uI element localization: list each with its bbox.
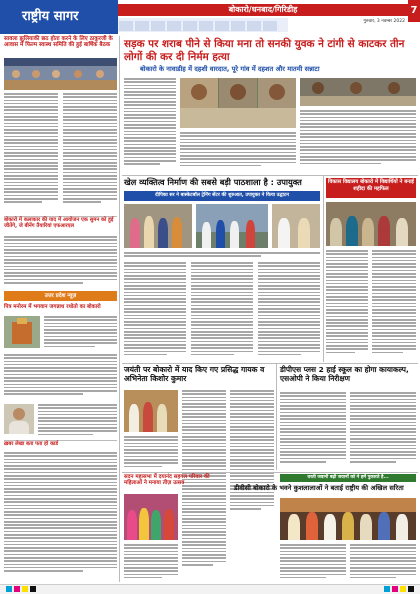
kishore-body-c — [124, 436, 178, 472]
sport-photo-court — [196, 204, 268, 248]
page-footer — [0, 584, 420, 594]
kishore-body-b — [230, 390, 274, 520]
dps-body-b — [350, 392, 416, 468]
kishore-photo-stage — [124, 390, 178, 432]
dps-headline: डीपीएस प्लस 2 हाई स्कूल का होगा कायाकल्प, एसओपी ने किया निरीक्षण — [280, 365, 409, 383]
kishore-headline: जयंती पर बोकारो में याद किए गए प्रसिद्ध गायक व अभिनेता किशोर कुमार — [124, 365, 265, 383]
lead-subheadline: बोकारो के नावाडीह में दहशी वारदात, पूरे गांव में दहशत और मातमी सन्नाटा — [140, 65, 320, 73]
sport-photo-inauguration — [124, 204, 192, 248]
dvc-photo — [280, 498, 416, 540]
right-top-body-a — [326, 250, 368, 360]
temple-photo — [4, 316, 40, 348]
teej-body-a — [124, 544, 178, 582]
story3-headline: पित्र मनोरम में भगवान जगन्नाथ रथोतो का बोकारो — [4, 304, 101, 310]
right-top-headline: विकास विद्यालय बोकारो में विद्यार्थियों ने बनाई शहीदा की महफिल — [326, 178, 416, 198]
story4-headline: ख़बर लेखा बता पता हो कार्ड — [4, 441, 59, 447]
teej-headline: सदन महासभा में दयानंद सहगल परिवार की महिलाओं ने मनाया तीज़ उत्सव — [124, 474, 210, 487]
lead-photo-victims — [180, 78, 296, 128]
sport-subheadline: दीपिका सर ने बास्केटबॉल ट्रेनिंग सेंटर की शुरुआत, उपायुक्त ने किया उद्घाटन — [124, 191, 320, 201]
lead-body-a — [124, 78, 176, 172]
sport-headline: खेल व्यक्तित्व निर्माण की सबसे बड़ी पाठशाला है : उपायुक्त — [124, 177, 302, 187]
edition-label: बोकारो/धनबाद/गिरिडीह — [118, 4, 408, 16]
lead-headline: सड़क पर शराब पीने से किया मना तो सनकी युवक ने टांगी से काटकर तीन लोगों की कर दी निर्मम हत्या — [124, 38, 405, 63]
story3-body-c — [38, 404, 117, 438]
sport-body-c — [258, 262, 320, 360]
story4-body — [4, 452, 117, 580]
registration-mark-yellow — [22, 586, 28, 592]
dvc-kicker: धरती जवानी बढ़ी जवानों को ने हमें पुकारते है... — [280, 474, 416, 482]
registration-mark-cyan-right — [384, 586, 390, 592]
lead-body-b — [180, 132, 296, 172]
paper-name: राष्ट्रीय सागर — [0, 0, 118, 34]
registration-mark-black — [30, 586, 36, 592]
story2-headline: बोकारो में कलाकार की याद में आयोजन एक सुमन को हुई जीतेंगे, जे बीनेंग तैयारियां एफआरएल — [4, 217, 114, 229]
dvc-headline: डीवीसी बोकारो के भवने कुशलालाओं ने बताई राष्ट्रीय की अखिल सरिता — [234, 484, 404, 492]
story3-body-a — [44, 316, 117, 352]
right-top-body-b — [372, 250, 416, 360]
sport-photo-guests — [272, 204, 320, 248]
right-top-photo — [326, 202, 416, 246]
sport-body-b — [191, 262, 253, 360]
issue-date: गुरुवार, 3 नवम्बर 2022 — [363, 19, 405, 24]
teej-photo — [124, 494, 178, 540]
lead-body-c — [300, 110, 416, 172]
dps-body-a — [280, 392, 346, 468]
dvc-body-b — [350, 544, 416, 582]
dvc-body-a — [280, 544, 346, 582]
story2-body — [4, 236, 117, 288]
meeting-photo — [4, 58, 117, 90]
registration-mark-magenta-right — [392, 586, 398, 592]
left-column — [4, 36, 117, 582]
masthead-strip — [118, 18, 288, 32]
sport-caption — [124, 252, 320, 260]
registration-mark-yellow-right — [400, 586, 406, 592]
page-number: 7 — [408, 0, 420, 22]
masthead — [0, 0, 420, 34]
story1-body-b — [63, 93, 117, 213]
story3-body-b — [4, 354, 117, 400]
registration-mark-magenta — [14, 586, 20, 592]
story1-body-a — [4, 93, 58, 213]
registration-mark-black-right — [408, 586, 414, 592]
portrait-photo — [4, 404, 34, 434]
registration-mark-cyan — [6, 586, 12, 592]
story1-headline: सावला झुलियाकी छठ होता करने के लिए ठाकुरजी के आवास में फिल्म स्वास्थ समिति की हुई बार्षिक बैठक — [4, 36, 113, 49]
section-banner: उत्तर प्रदेश न्यूज़ — [4, 291, 117, 301]
lead-photo-accused — [300, 78, 416, 106]
sport-body-a — [124, 262, 186, 360]
